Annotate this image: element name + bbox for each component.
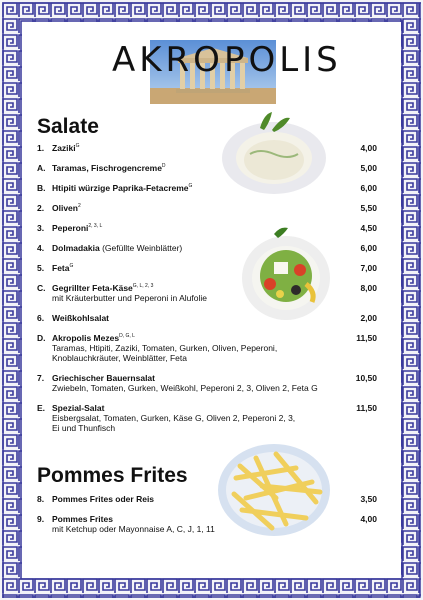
menu-page: AKROPOLIS Salate 1. Zaziki$^G$ 4,00 A. Taramas, Fischrogencreme$^D$ 5,00 B. Htipiti würzige Paprika-Fetacreme$^G$ 6,00 2. Oliven$^2$ 5,50 3. Peperoni$^{2, 3, L}$ 4,50 4. Dolmadakia (Gefüllte Weinblätter) 6,00 5. Feta$^G$ 7,00 C. Gegrillter Feta-Käse$^{G, L, 2, 3}$ mit Kräuterbutter und Peperoni in Alufolie 8,00 6. Weißkohlsalat 2,00 D. Akropolis Mezes$^{D, G, L}$ Taramas, Htipiti, Zaziki, Tomaten, Gurken, Oliven, Peperoni, Knoblauchkräuter, Weinblätter, Feta 11,50 7. Griechischer Bauernsalat Zwiebeln, Tomaten, Gurken, Weißkohl, Peperoni 2, 3, Oliven 2, Feta G 10,50 E. Spezial-Salat Eisbergsalat, Tomaten, Gurken, Käse G, Oliven 2, Peperoni 2, 3, Ei und Thunfisch 11,50 Pommes Frites 8. Pommes Frites oder Reis 3,50 9. Pommes Frites mit Ketchup oder Mayonnaise A, C, J, 1, 11 4,00 bbox=[0, 0, 423, 600]
section-title-salate: Salate bbox=[37, 115, 99, 138]
restaurant-logo: AKROPOLIS bbox=[112, 40, 342, 80]
section-title-pommes-frites: Pommes Frites bbox=[37, 464, 188, 487]
farmers-salad-photo bbox=[240, 224, 332, 322]
